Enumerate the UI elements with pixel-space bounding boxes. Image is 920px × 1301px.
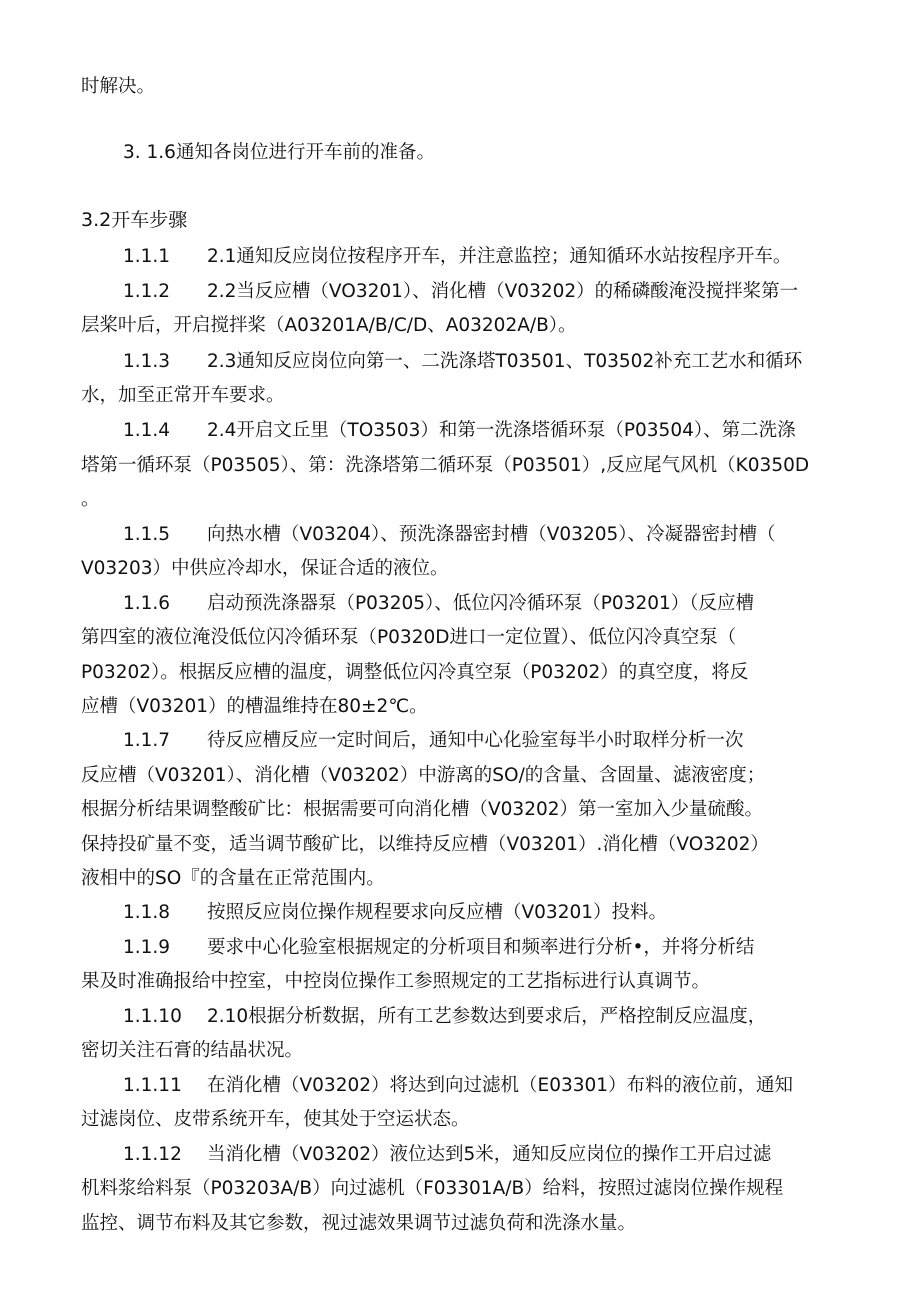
text-line: 时解决。 (81, 76, 156, 97)
item-number: 1.1.7 (123, 730, 171, 751)
item-number: 1.1.2 (123, 281, 171, 302)
text-line: 水，加至正常开车要求。 (81, 385, 285, 406)
text-line: 保持投矿量不变，适当调节酸矿比，以维持反应槽（V03201）.消化槽（VO3202） (81, 834, 769, 855)
paragraph (123, 724, 883, 758)
paragraph (123, 896, 883, 930)
text-line: 液相中的SO『的含量在正常范围内。 (81, 868, 385, 889)
text-line: 反应槽（V03201）、消化槽（V03202）中游离的SO/的含量、含固量、滤液密度； (81, 765, 766, 786)
text-line: V03203）中供应冷却水，保证合适的液位。 (81, 558, 449, 579)
text-line: 当消化槽（V03202）液位达到5米，通知反应岗位的操作工开启过滤 (207, 1144, 772, 1165)
paragraph (123, 275, 883, 309)
text-line: 向热水槽（V03204）、预洗涤器密封槽（V03205）、冷凝器密封槽（ (207, 524, 776, 545)
section-heading: 3.2开车步骤 (81, 209, 188, 231)
text-line: 应槽（V03201）的槽温维持在80±2℃。 (81, 696, 428, 717)
text-line: 2.10根据分析数据，所有工艺参数达到要求后，严格控制反应温度， (207, 1006, 767, 1027)
item-number: 1.1.12 (123, 1144, 182, 1165)
text-line: 果及时准确报给中控室，中控岗位操作工参照规定的工艺指标进行认真调节。 (81, 971, 711, 992)
item-number: 1.1.9 (123, 937, 171, 958)
text-line: 根据分析结果调整酸矿比：根据需要可向消化槽（V03202）第一室加入少量硫酸。 (81, 799, 764, 820)
item-number: 1.1.1 (123, 246, 171, 267)
text-line: P03202）。根据反应槽的温度，调整低位闪冷真空泵（P03202）的真空度，将反 (81, 662, 749, 683)
text-line: 第四室的液位淹没低位闪冷循环泵（P0320D进口一定位置）、低位闪冷真空泵（ (81, 627, 737, 648)
paragraph (123, 414, 883, 448)
text-line: 监控、调节布料及其它参数，视过滤效果调节过滤负荷和洗涤水量。 (81, 1213, 637, 1234)
text-line: 机料浆给料泵（P03203A/B）向过滤机（F03301A/B）给料，按照过滤岗位操作规程 (81, 1178, 784, 1199)
paragraph (123, 1138, 883, 1172)
paragraph (123, 518, 883, 552)
text-line: 3. 1.6通知各岗位进行开车前的准备。 (123, 142, 435, 163)
paragraph (123, 240, 883, 274)
item-number: 1.1.11 (123, 1075, 182, 1096)
paragraph (123, 1069, 883, 1103)
text-line: 密切关注石膏的结晶状况。 (81, 1040, 304, 1061)
text-line: 要求中心化验室根据规定的分析项目和频率进行分析•，并将分析结 (207, 937, 755, 958)
text-line: 待反应槽反应一定时间后，通知中心化验室每半小时取样分析一次 (207, 730, 744, 751)
text-line: 在消化槽（V03202）将达到向过滤机（E03301）布料的液位前，通知 (207, 1075, 794, 1096)
text-line: 2.1通知反应岗位按程序开车，并注意监控；通知循环水站按程序开车。 (207, 246, 792, 267)
text-line: 按照反应岗位操作规程要求向反应槽（V03201）投料。 (207, 902, 668, 923)
item-number: 1.1.3 (123, 351, 171, 372)
item-number: 1.1.4 (123, 420, 171, 441)
item-number: 1.1.6 (123, 593, 171, 614)
item-number: 1.1.10 (123, 1006, 182, 1027)
text-line: 塔第一循环泵（P03505）、第：洗涤塔第二循环泵（P03501）,反应尾气风机（K0350D (81, 455, 810, 476)
text-line: 2.4开启文丘里（TO3503）和第一洗涤塔循环泵（P03504）、第二洗涤 (207, 420, 796, 441)
text-line: 过滤岗位、皮带系统开车，使其处于空运状态。 (81, 1109, 470, 1130)
text-line: 启动预洗涤器泵（P03205）、低位闪冷循环泵（P03201）（反应槽 (207, 593, 755, 614)
text-line: 2.3通知反应岗位向第一、二洗涤塔T03501、T03502补充工艺水和循环 (207, 351, 803, 372)
paragraph (123, 931, 883, 965)
item-number: 1.1.5 (123, 524, 171, 545)
item-number: 1.1.8 (123, 902, 171, 923)
paragraph (123, 345, 883, 379)
paragraph (123, 1000, 883, 1034)
text-line: 2.2当反应槽（VO3201）、消化槽（V03202）的稀磷酸淹没搅拌桨第一 (207, 281, 799, 302)
text-line: 。 (81, 489, 100, 510)
paragraph (123, 587, 883, 621)
text-line: 层桨叶后，开启搅拌桨（A03201A/B/C/D、A03202A/B）。 (81, 315, 577, 336)
